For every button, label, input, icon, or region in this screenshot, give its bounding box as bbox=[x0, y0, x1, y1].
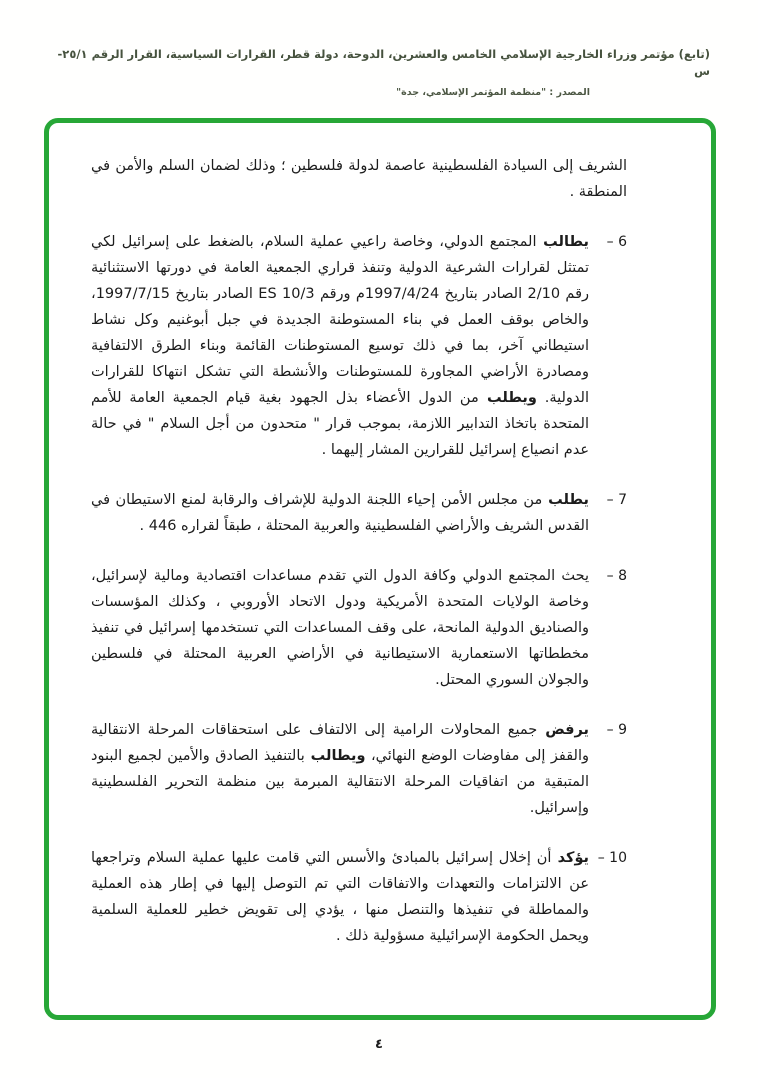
item-text-segment: بالتنفيذ الصادق والأمين لجميع البنود المتبقية من اتفاقيات المرحلة الانتقالية المبرمة بين منظمة التحرير الفلسطينية وإسرائيل. bbox=[91, 748, 589, 816]
item-number: 6 – bbox=[606, 234, 627, 250]
item-text-segment: المجتمع الدولي، وخاصة راعيي عملية السلام، بالضغط على إسرائيل لكي تمتثل لقرارات الشرعية الدولية وتنفذ قراري الجمعية العامة في دورتها الاستثنائية رقم 2/10 الصادر بتاريخ 1997/4/24م ورقم ES 10/3 الصادر بتاريخ 1997/7/15، والخاص بوقف العمل في بناء المستوطنة الجديدة في جبل أبوغنيم وكل نشاط استيطاني آخر، بما في ذلك توسيع المستوطنات القائمة وبناء الطرق الالتفافية ومصادرة الأراضي المجاورة للمستوطنات والأنشطة التي تشكل انتهاكا للقرارات الدولية. bbox=[91, 234, 589, 406]
item-text-segment: من مجلس الأمن إحياء اللجنة الدولية للإشراف والرقابة لمنع الاستيطان في القدس الشريف والأراضي الفلسطينية والعربية المحتلة ، طبقاً لقراره 446 . bbox=[91, 492, 589, 534]
item-text-segment: جميع المحاولات الرامية إلى الالتفاف على استحقاقات المرحلة الانتقالية والقفز إلى مفاوضات الوضع النهائي، bbox=[91, 722, 590, 764]
item-keyword: يرفض bbox=[537, 722, 589, 738]
resolution-items-list bbox=[91, 229, 627, 949]
header-source-line: المصدر : "منظمة المؤتمر الإسلامي، جدة" bbox=[396, 86, 590, 98]
intro-continuation-paragraph: الشريف إلى السيادة الفلسطينية عاصمة لدولة فلسطين ؛ وذلك لضمان السلم والأمن في المنطقة . bbox=[91, 158, 627, 200]
item-text bbox=[91, 845, 589, 949]
green-border-frame bbox=[44, 118, 716, 1020]
item-keyword: ويطلب bbox=[478, 390, 537, 406]
header-title-line: (تابع) مؤتمر وزراء الخارجية الإسلامي الخامس والعشرين، الدوحة، دولة قطر، القرارات السياسية، القرار الرقم ٢٥/١-س bbox=[57, 47, 710, 79]
item-keyword: ويطالب bbox=[304, 748, 366, 764]
item-text bbox=[91, 229, 589, 463]
item-text bbox=[91, 487, 589, 539]
resolution-item bbox=[91, 845, 627, 949]
item-text-segment: يحث المجتمع الدولي وكافة الدول التي تقدم مساعدات اقتصادية ومالية لإسرائيل، وخاصة الولايات المتحدة الأمريكية ودول الاتحاد الأوروبي ، وكذلك المؤسسات والصناديق الدولية المانحة، على وقف المساعدات التي تستخدمها إسرائيل في تنفيذ مخططاتها الاستعمارية الاستيطانية في الأراضي العربية المحتلة في فلسطين والجولان السوري المحتل. bbox=[91, 568, 589, 688]
item-number: 7 – bbox=[606, 492, 627, 508]
item-keyword: يطالب bbox=[536, 234, 589, 250]
item-keyword: يؤكد bbox=[551, 850, 589, 866]
item-keyword: يطلب bbox=[542, 492, 590, 508]
item-text bbox=[91, 717, 589, 821]
resolution-item bbox=[91, 717, 627, 821]
resolution-item bbox=[91, 563, 627, 693]
document-body bbox=[91, 153, 627, 949]
document-header bbox=[48, 46, 710, 98]
item-text-segment: من الدول الأعضاء بذل الجهود بغية قيام الجمعية العامة للأمم المتحدة باتخاذ التدابير اللازمة، بموجب قرار " متحدون من أجل السلام " في حالة عدم انصياع إسرائيل للقرارين المشار إليهما . bbox=[91, 390, 589, 458]
page-number: ٤ bbox=[375, 1037, 383, 1052]
item-text-segment: أن إخلال إسرائيل بالمبادئ والأسس التي قامت عليها عملية السلام وتراجعها عن الالتزامات والتعهدات والاتفاقات التي تم التوصل إليها في إطار هذه العملية والمماطلة في تنفيذها والتنصل منها ، يؤدي إلى تقويض خطير للعملية السلمية ويحمل الحكومة الإسرائيلية مسؤولية ذلك . bbox=[91, 850, 589, 944]
resolution-item bbox=[91, 487, 627, 539]
item-number: 9 – bbox=[606, 722, 627, 738]
resolution-item bbox=[91, 229, 627, 463]
item-number: 8 – bbox=[606, 568, 627, 584]
item-number: 10 – bbox=[597, 850, 627, 866]
item-text bbox=[91, 563, 589, 693]
